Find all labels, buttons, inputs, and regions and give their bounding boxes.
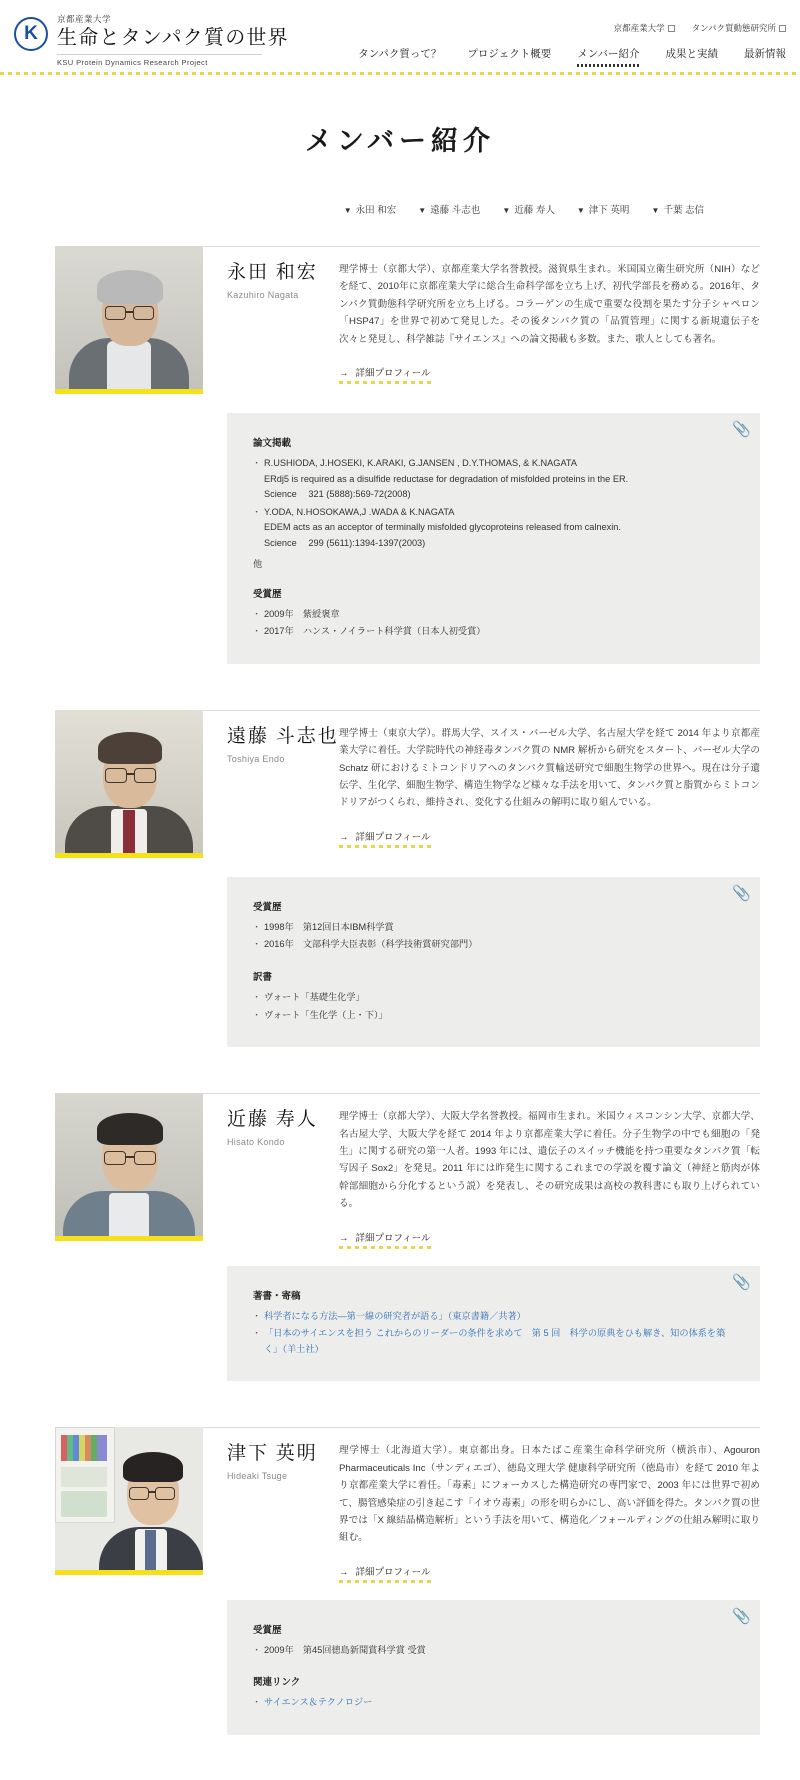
profile-detail-label: 詳細プロフィール [355, 368, 431, 380]
header-dashed-divider [0, 72, 800, 75]
anchor-nagata-label: 永田 和宏 [355, 205, 397, 216]
main-navigation [358, 46, 786, 66]
info-heading: 論文掲載 [253, 438, 292, 449]
triangle-down-icon: ▼ [651, 206, 660, 215]
paper-authors: ・ R.USHIODA, J.HOSEKI, K.ARAKI, G.JANSEN , D.Y.THOMAS, & K.NAGATA [264, 458, 577, 468]
list-item: ・ 2017年 ハンス・ノイラート科学賞（日本人初受賞） [253, 624, 734, 640]
page-bottom-spacer [0, 1735, 800, 1761]
anchor-kondo-label: 近藤 寿人 [514, 205, 555, 216]
member-bio: 理学博士（京都大学）、京都産業大学名誉教授。滋賀県生まれ。米国国立衛生研究所（NIH）などを経て、2010年に京都産業大学に総合生命科学部を立ち上げ、初代学部長を務める。2016年、タンパク質動態科学研究所を立ち上げる。コラーゲンの生成で重要な役割を果たす分子シャペロン「HSP47」を世界で初めて発見した。その後タンパク質の「品質管理」に関する新規遺伝子を次々と発見し、科学雑誌『サイエンス』への論文掲載も多数。また、歌人としても著名。 [339, 264, 760, 345]
paperclip-icon: 📎 [732, 421, 751, 438]
member-photo-wrap [55, 710, 203, 858]
arrow-right-icon: → [339, 831, 349, 843]
top-link-institute-label: タンパク質動態研究所 [691, 23, 776, 33]
member-bio: 理学博士（京都大学）、大阪大学名誉教授。福岡市生まれ。米国ウィスコンシン大学、京都大学、名古屋大学、大阪大学を経て 2014 年より京都産業大学に着任。分子生物学の中でも細胞の「発生」に関する研究の第一人者。1993 年には、遺伝子のスイッチ機能を持つ重要なタンパク質「転写因子 Sox2」を発見。2011 年には昨発生に関するこれまでの学説を覆す論文（神経と筋肉が体幹部細胞から分化するという説）を発表し、その研究成果は高校の教科書にも取り上げられている。 [339, 1111, 760, 1210]
profile-detail-label: 詳細プロフィール [355, 1566, 431, 1578]
publication-link[interactable]: 「日本のサイエンスを担う これからのリーダーの条件を求めて 第 5 回 科学の原典をひも解き、知の体系を築く」（羊土社） [264, 1328, 726, 1354]
list-item: ・ 2009年 第45回徳島新聞賞科学賞 受賞 [253, 1643, 734, 1659]
info-group-publications [253, 1288, 734, 1358]
profile-detail-link-kondo[interactable] [339, 1230, 431, 1247]
member-name-en: Toshiya Endo [227, 753, 285, 764]
info-list [253, 607, 734, 640]
nav-item-results[interactable]: 成果と実績 [665, 48, 718, 60]
triangle-down-icon: ▼ [418, 206, 427, 215]
triangle-down-icon: ▼ [343, 206, 352, 215]
member-card-nagata [0, 246, 800, 664]
list-item [253, 505, 734, 552]
paper-authors: ・ Y.ODA, N.HOSOKAWA,J .WADA & K.NAGATA [264, 506, 455, 517]
info-heading: 著書・寄稿 [253, 1290, 301, 1302]
arrow-right-icon: → [339, 1566, 349, 1578]
anchor-nagata[interactable] [344, 202, 397, 216]
member-anchor-links [0, 202, 800, 216]
site-logo[interactable] [14, 13, 289, 67]
member-info-panel-nagata [227, 413, 760, 664]
list-item: ・ ヴォート「生化学（上・下）」 [253, 1008, 734, 1024]
paperclip-icon: 📎 [732, 884, 751, 902]
nav-item-members[interactable]: メンバー紹介 [577, 46, 639, 66]
arrow-right-icon: → [339, 368, 349, 380]
member-photo-endo [55, 710, 203, 858]
external-link-icon [668, 25, 675, 32]
anchor-endo-label: 遠藤 斗志也 [430, 205, 481, 216]
member-photo-nagata [55, 246, 203, 394]
list-item [253, 456, 734, 503]
member-card-endo [0, 710, 800, 1047]
anchor-chiba-label: 千葉 志信 [663, 205, 704, 216]
info-note: 他 [253, 558, 263, 569]
member-photo-tsuge [55, 1427, 203, 1575]
info-heading: 受賞歴 [253, 901, 282, 913]
paper-title: ERdj5 is required as a disulfide reductase for degradation of misfolded proteins in the ER. [264, 473, 629, 484]
top-link-university[interactable] [614, 22, 675, 34]
member-info-panel-tsuge [227, 1600, 760, 1735]
info-heading: 訳書 [253, 971, 273, 983]
logo-university-name: 京都産業大学 [57, 14, 112, 24]
anchor-endo[interactable] [418, 202, 480, 216]
member-info-panel-endo [227, 877, 760, 1047]
paper-citation: Science 321 (5888):569-72(2008) [264, 489, 411, 500]
member-name-ja: 遠藤 斗志也 [227, 725, 339, 747]
paper-title: EDEM acts as an acceptor of terminally misfolded glycoproteins released from calnexin. [264, 522, 621, 533]
list-item[interactable] [253, 1326, 734, 1357]
member-photo-wrap [55, 1427, 203, 1575]
list-item: ・ 2016年 文部科学大臣表彰（科学技術賞研究部門） [253, 937, 734, 953]
member-photo-wrap [55, 1093, 203, 1241]
triangle-down-icon: ▼ [502, 206, 511, 215]
paperclip-icon: 📎 [732, 1273, 751, 1291]
member-card-kondo [0, 1093, 800, 1381]
nav-item-what-is-protein[interactable]: タンパク質って？ [358, 48, 442, 60]
info-list [253, 1643, 734, 1659]
info-list [253, 1309, 734, 1358]
info-group-translations [253, 969, 734, 1023]
site-header [0, 0, 800, 72]
top-external-links [614, 22, 786, 34]
member-name-en: Kazuhiro Nagata [227, 290, 299, 300]
triangle-down-icon: ▼ [576, 206, 585, 215]
list-item: ・ 2009年 紫綬褒章 [253, 607, 734, 623]
info-group-related-links [253, 1674, 734, 1711]
page-title: メンバー紹介 [304, 126, 496, 156]
paperclip-icon: 📎 [732, 1607, 751, 1625]
anchor-chiba[interactable] [651, 202, 704, 216]
member-photo-wrap [55, 246, 203, 394]
member-name-en: Hisato Kondo [227, 1137, 285, 1148]
info-group-awards [253, 899, 734, 953]
info-heading: 受賞歴 [253, 588, 282, 600]
publication-link[interactable]: 科学者になる方法―第一線の研究者が語る」（東京書籍／共著） [264, 1310, 526, 1321]
anchor-kondo[interactable] [502, 202, 555, 216]
member-bio: 理学博士（北海道大学）。東京都出身。日本たばこ産業生命科学研究所（横浜市）、Agouron Pharmaceuticals Inc（サンディエゴ）、徳島文理大学 健康科学研究所（徳島市）を経て 2010 年より京都産業大学に着任。「毒素」にフォーカスした構造研究の専門家で、2003 年には世界で初めて、腸管感染症の引き起こす「イオウ毒素」の形を明らかにし、高い評価を得た。タンパク質の世界では「X 線結晶構造解析」という手法を用いて、構造化／フォールディングの仕組み解明に取り組む。 [339, 1445, 760, 1544]
info-heading: 受賞歴 [253, 1624, 282, 1636]
member-name-en: Hideaki Tsuge [227, 1471, 288, 1482]
anchor-tsuge[interactable] [577, 202, 630, 216]
profile-detail-link-endo[interactable] [339, 829, 431, 846]
member-info-panel-kondo [227, 1266, 760, 1382]
profile-detail-link-tsuge[interactable] [339, 1564, 431, 1581]
info-list [253, 990, 734, 1023]
list-item[interactable] [253, 1695, 734, 1711]
info-list [253, 456, 734, 552]
list-item: ・ ヴォート「基礎生化学」 [253, 990, 734, 1006]
info-list [253, 920, 734, 953]
member-bio: 理学博士（東京大学）。群馬大学、スイス・バーゼル大学、名古屋大学を経て 2014 年より京都産業大学に着任。大学院時代の神経毒タンパク質の NMR 解析から研究をスタート、バーゼル大学の Schatz 研におけるミトコンドリアへのタンパク質輸送研究で細胞生物学の世界へ。現在は分子遺伝学、生化学、細胞生物学、構造生物学など様々な手法を用いて、タンパク質と脂質からミトコンドリアがつくられ、維持され、変化する仕組みの解明に取り組んでいる。 [339, 727, 760, 809]
arrow-right-icon: → [339, 1232, 349, 1244]
university-logo-icon: K [14, 17, 48, 51]
paper-citation: Science 299 (5611):1394-1397(2003) [264, 537, 426, 548]
profile-detail-label: 詳細プロフィール [355, 1232, 431, 1244]
list-item[interactable] [253, 1309, 734, 1325]
nav-item-project-overview[interactable]: プロジェクト概要 [467, 48, 552, 60]
member-photo-kondo [55, 1093, 203, 1241]
list-item: ・ 1998年 第12回日本IBM科学賞 [253, 920, 734, 936]
logo-project-subtitle: KSU Protein Dynamics Research Project [57, 54, 262, 67]
nav-item-news[interactable]: 最新情報 [744, 48, 786, 60]
logo-site-title: 生命とタンパク質の世界 [57, 27, 289, 49]
info-group-papers [253, 435, 734, 570]
member-name-ja: 永田 和宏 [227, 262, 318, 283]
member-card-tsuge [0, 1427, 800, 1735]
anchor-tsuge-label: 津下 英明 [588, 205, 630, 216]
info-heading: 関連リンク [253, 1677, 301, 1689]
external-link-icon [779, 25, 786, 32]
top-link-institute[interactable] [692, 22, 786, 34]
profile-detail-link-nagata[interactable] [339, 365, 431, 382]
info-group-awards [253, 1622, 734, 1659]
top-link-university-label: 京都産業大学 [613, 23, 665, 33]
profile-detail-label: 詳細プロフィール [355, 831, 431, 843]
member-name-ja: 津下 英明 [227, 1443, 318, 1465]
info-list [253, 1695, 734, 1711]
member-name-ja: 近藤 寿人 [227, 1109, 318, 1131]
info-group-awards [253, 586, 734, 640]
related-link[interactable]: サイエンス＆テクノロジー [264, 1697, 373, 1708]
